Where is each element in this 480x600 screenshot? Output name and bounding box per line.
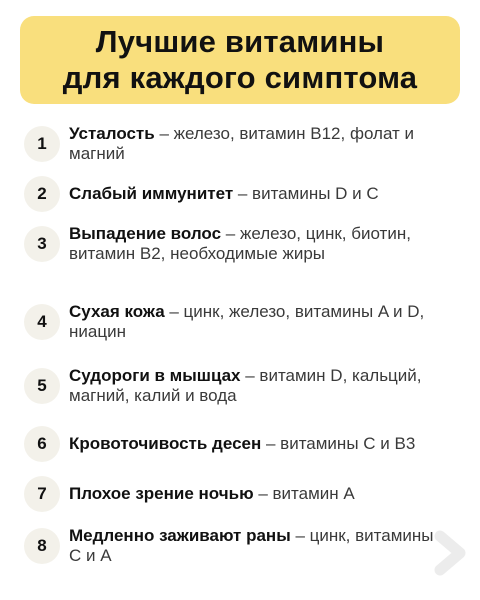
item-text (69, 366, 449, 406)
list-item (24, 302, 464, 342)
list-item (24, 426, 464, 462)
item-number: 2 (24, 176, 60, 212)
item-number: 5 (24, 368, 60, 404)
item-text (69, 184, 449, 204)
list-item (24, 176, 464, 212)
item-text (69, 302, 449, 342)
item-text (69, 224, 449, 264)
item-number: 7 (24, 476, 60, 512)
item-number: 8 (24, 528, 60, 564)
item-symptom: Плохое зрение ночью (69, 484, 254, 503)
item-symptom: Кровоточивость десен (69, 434, 262, 453)
item-symptom: Медленно заживают раны (69, 526, 291, 545)
item-vitamins: – витамин A (253, 484, 355, 503)
item-text (69, 484, 449, 504)
item-number: 3 (24, 226, 60, 262)
item-vitamins: – цинк, железо, витамины A и D, ниацин (69, 302, 425, 341)
list-item (24, 476, 464, 512)
title-line-2: для каждого симптома (62, 60, 418, 95)
chevron-right-icon[interactable] (432, 530, 472, 576)
item-symptom: Слабый иммунитет (69, 184, 234, 203)
title-banner (20, 16, 460, 104)
list-item (24, 224, 464, 264)
item-vitamins: – витамины C и B3 (261, 434, 416, 453)
title-line-1: Лучшие витамины (95, 24, 385, 59)
list-item (24, 526, 464, 566)
item-text (69, 526, 449, 566)
list-item (24, 366, 464, 406)
item-vitamins: – железо, витамин B12, фолат и магний (69, 124, 415, 163)
item-symptom: Сухая кожа (69, 302, 165, 321)
item-symptom: Выпадение волос (69, 224, 222, 243)
item-symptom: Судороги в мышцах (69, 366, 241, 385)
item-vitamins: – железо, цинк, биотин, витамин B2, необходимые жиры (69, 224, 411, 263)
item-text (69, 434, 449, 454)
list-item (24, 124, 464, 164)
item-number: 1 (24, 126, 60, 162)
item-vitamins: – цинк, витамины C и A (69, 526, 434, 565)
item-vitamins: – витамины D и C (233, 184, 379, 203)
item-number: 6 (24, 426, 60, 462)
item-symptom: Усталость (69, 124, 155, 143)
item-number: 4 (24, 304, 60, 340)
item-vitamins: – витамин D, кальций, магний, калий и вода (69, 366, 422, 405)
item-text (69, 124, 449, 164)
